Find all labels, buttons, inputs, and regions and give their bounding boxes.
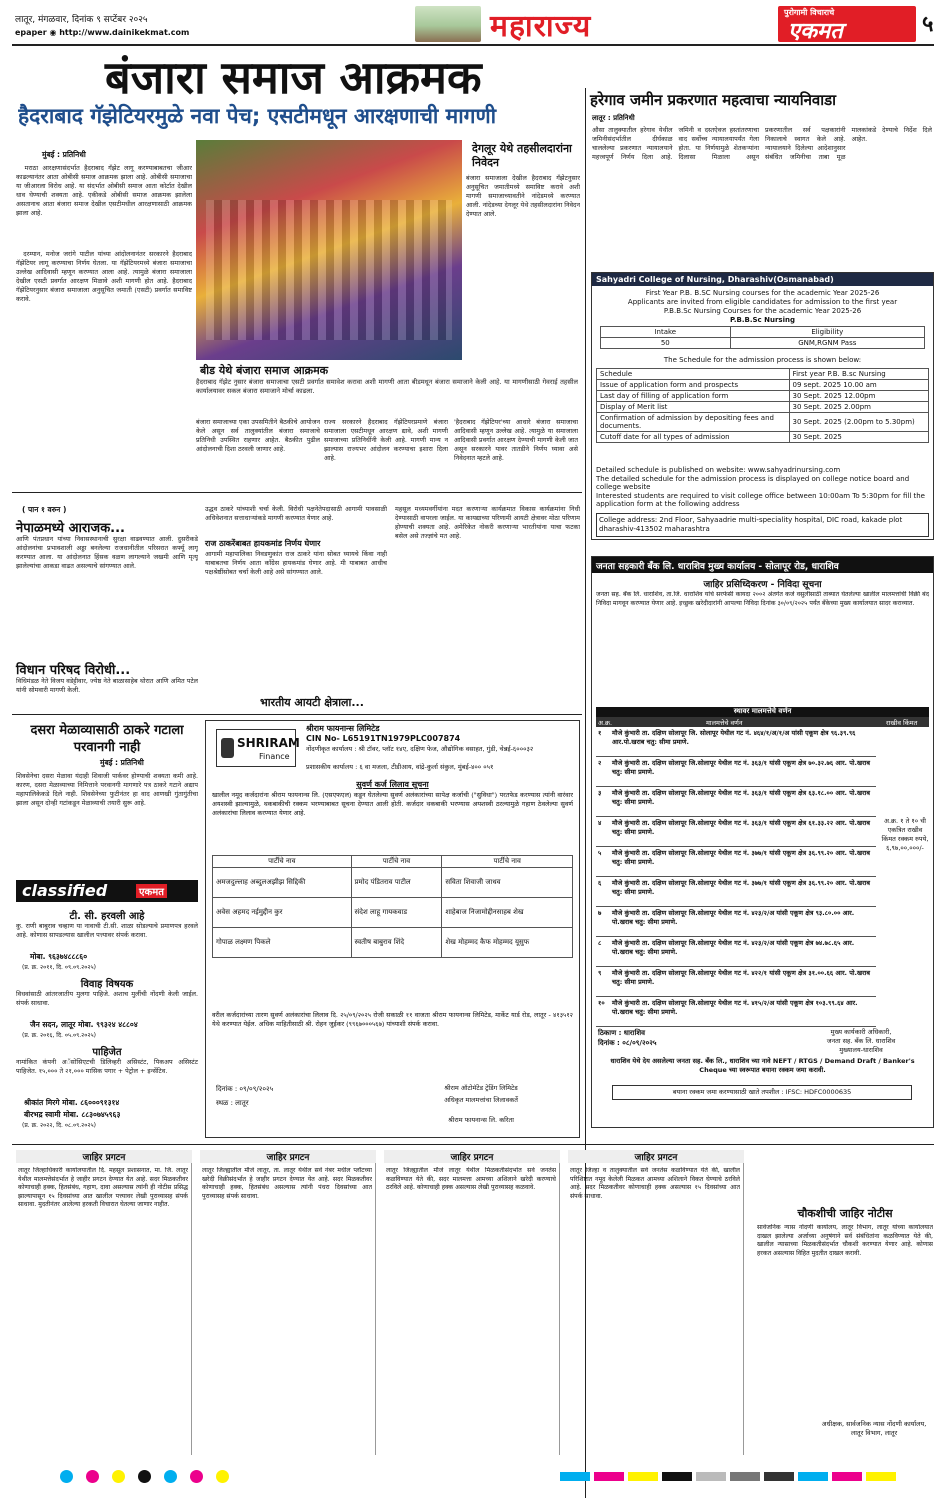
janata-cols xyxy=(596,717,929,727)
ad2-contact: जैन सदन, लातूर मोबा. ९९३२४ ४८८०४ xyxy=(30,1020,138,1029)
ad2-title: विवाह विषयक xyxy=(80,979,134,990)
janata-signer2: जनता सह. बँक लि. धाराशिव xyxy=(826,1037,896,1045)
janata-row xyxy=(596,877,876,907)
shriram-office2: प्रशासकीय कार्यालय : ६ वा मजला, टीडीआय, वांद्रे-कुर्ला संकुल, मुंबई-४०० ०५१ xyxy=(306,763,494,771)
names-head-2: पार्टीचे नाव xyxy=(351,856,442,868)
lead-subhead: हैदराबाद गॅझेटियरमुळे नवा पेच; एसटीमधून आरक्षणाची मागणी xyxy=(18,104,497,128)
nursing-ad xyxy=(591,272,934,540)
sched-r1c1: 09 sept. 2025 10.00 am xyxy=(789,380,928,391)
janata-place: ठिकाण : धाराशिव xyxy=(598,1029,646,1037)
lead-photo xyxy=(196,140,462,360)
janata-row-no: १० xyxy=(598,999,605,1007)
registration-bar-swatch xyxy=(832,1472,862,1481)
registration-bar-swatch xyxy=(730,1472,760,1481)
intake-value: 50 xyxy=(601,338,731,349)
janata-row-desc: मौजे कुंभारी ता. दक्षिण सोलापूर जि.सोलापूर येथील गट नं. ३७७/१ यांसी एकूण क्षेत्र ३६.९९.२० आर. पो.खराब चतु: सीमा प्रमाणे. xyxy=(612,879,871,896)
sched-r5c1: 30 Sept. 2025 xyxy=(789,432,928,443)
name-r0c1: प्रमोद पंडितराव पाटील xyxy=(351,868,442,898)
notice-head: जाहिर प्रगटन xyxy=(384,1150,560,1163)
schedule-table xyxy=(596,368,929,443)
shriram-auction: वरील कर्जदारांच्या तारण सुवर्ण अलंकारांचा लिलाव दि. २५/०९/२०२५ रोजी सकाळी ११ वाजता श्रीराम फायनान्स लिमिटेड, मार्केट यार्ड रोड, लातूर - ४१३५१२ येथे करण्यात येईल. अधिक माहितीसाठी श्री. रोहन जुईकर (९९६७०००५६७) यांच्याशी संपर्क करावा. xyxy=(212,1011,573,1028)
janata-row-desc: मौजे कुंभारी ता. दक्षिण सोलापूर जि.सोलापूर येथील गट नं. ४१५/२/अ यांसी एकूण क्षेत्र १०३.९९.६४ आर. पो.खराब चतु: सीमा प्रमाणे. xyxy=(612,999,858,1016)
janata-subtitle: जाहिर प्रसिध्दिकरण - निविदा सूचना xyxy=(703,580,822,590)
registration-bar-swatch xyxy=(798,1472,828,1481)
registration-bar-swatch xyxy=(866,1472,896,1481)
lead-bottom-rule xyxy=(12,492,582,493)
schedule-head: The Schedule for the admission process is shown below: xyxy=(663,356,862,364)
janata-bank: बयाना रक्कम जमा करण्यासाठी खाते तपशील : IFSC: HDFC0000635 xyxy=(612,1085,912,1100)
janata-row xyxy=(596,967,876,997)
shriram-sign2: अधिकृत मालमत्तांचा लिलावकर्ते xyxy=(444,1096,518,1104)
classified-banner xyxy=(16,880,198,902)
shriram-sign3: श्रीराम फायनान्स लि. करिता xyxy=(448,1116,514,1124)
elig-value: GNM,RGNM Pass xyxy=(730,338,924,349)
haregaon-title: हरेगाव जमीन प्रकरणात महत्वाचा न्यायनिवाडा xyxy=(590,91,837,109)
dasara-byline: मुंबई : प्रतिनिधी xyxy=(100,758,144,767)
raj-body: आगामी महापालिका निवडणुकांत राज ठाकरे यांना सोबत घ्यायचे किंवा नाही याबाबतचा निर्णय आता काँग्रेस हायकमांड घेणार आहे. मी याबाबत आधीच पक्षश्रेष्ठींसोबत चर्चा केली आहे असे सांगण्यात आले. xyxy=(205,550,387,576)
section-title: महाराज्य xyxy=(490,9,592,44)
janata-row xyxy=(596,997,876,1027)
janata-row xyxy=(596,757,876,787)
col-desc: मालमत्तेचे वर्णन xyxy=(706,719,743,727)
janata-row-no: ४ xyxy=(598,819,602,827)
shriram-title: श्रीराम फायनान्स लिमिटेड xyxy=(306,724,380,733)
notice-body: लातूर जिल्हाधिकारी कार्यालयातील दि. महसूल प्रशासनात, मा. जि. लातूर येथील मालमत्तेसंदर्भात हे जाहीर प्रगटन देण्यात येत आहे. सदर मिळकतीवर कोणाचाही हक्क, हितसंबंध, गहाण, दावा असल्यास त्यांनी ही नोटीस प्रसिद्ध झाल्यापासून १५ दिवसांच्या आत खालील पत्त्यावर लेखी पुराव्यासह संपर्क साधावा. मुदतीनंतर आलेल्या हरकती विचारात घेतल्या जाणार नाहीत. xyxy=(18,1167,188,1208)
janata-rows xyxy=(596,727,876,1027)
janata-row-desc: मौजे कुंभारी ता. दक्षिण सोलापूर जि.सोलापूर येथील गट नं. ३६३/१ यांसी एकूण क्षेत्र ६१.३३.२२ आर. पो.खराब चतु: सीमा प्रमाणे. xyxy=(612,819,871,836)
janata-signer3: मुख्यालय-धाराशिव xyxy=(839,1046,883,1054)
shriram-names-table xyxy=(212,855,573,958)
janata-price: अ.क्र. १ ते १० ची एकत्रित राखीव किंमत रक्कम रुपये, ६,९७,००,०००/- xyxy=(881,817,929,852)
registration-bar-swatch xyxy=(628,1472,658,1481)
lead-headline: बंजारा समाज आक्रमक xyxy=(105,51,482,104)
public-notice xyxy=(16,1150,192,1455)
janata-header xyxy=(592,557,933,573)
public-notice xyxy=(200,1150,376,1455)
janata-row-no: ७ xyxy=(598,909,602,917)
janata-row xyxy=(596,847,876,877)
notices-top-rule xyxy=(12,1144,934,1145)
janata-row xyxy=(596,787,876,817)
degloor-body: बंजारा समाजाला देखील हैदराबाद गॅझेटनुसार अनुसूचित जमातीमध्ये समाविष्ट करावे अशी मागणी समाजाच्यावतीने नांदेडमध्ये करण्यात आली. नांदेडच्या देगलूर येथे तहसीलदारांना निवेदन देण्यात आले. xyxy=(466,174,580,218)
notice-body: लातूर जिल्ह्यातील मौजे लातूर, ता. लातूर येथील सर्वे नंबर मधील प्लॉटच्या खरेदी विक्रीसंदर्भात हे जाहीर प्रगटन देण्यात येत आहे. सदर मिळकतीवर कोणाचाही हक्क, हितसंबंध असल्यास त्यांनी पंधरा दिवसांच्या आत पुराव्यासह संपर्क साधावा. xyxy=(202,1167,372,1200)
nursing-intake-table xyxy=(600,326,925,349)
chauk-title: चौकशीची जाहिर नोटीस xyxy=(797,1207,893,1220)
brand-logo: एकमत xyxy=(788,19,843,44)
public-notice xyxy=(384,1150,560,1455)
chauk-sign: अधीक्षक, सार्वजनिक न्यास नोंदणी कार्यालय, लातूर विभाग, लातूर xyxy=(821,1420,927,1437)
janata-ad xyxy=(591,556,934,1128)
notice-body: लातूर जिल्ह्यातील मौजे लातूर येथील मिळकतीसंदर्भात सर्व जनतेस कळविण्यात येते की, सदर मालमत्ता आमच्या अशिलाने खरेदी करण्याचे ठरविले आहे. कोणाचाही हक्क असल्यास लेखी पुराव्यासह कळवावे. xyxy=(386,1167,556,1191)
janata-row-no: २ xyxy=(598,759,602,767)
janata-row-no: १ xyxy=(598,729,602,737)
chauk-notice xyxy=(755,1150,935,1455)
janata-row-no: ३ xyxy=(598,789,602,797)
raj-title: राज ठाकरेंबाबत हायकमांड निर्णय घेणार xyxy=(205,539,321,548)
registration-dot xyxy=(86,1470,99,1483)
ad3-contact1: श्रीकांत मिरगे मोबा. ८६०००९१३१४ xyxy=(24,1098,120,1107)
sched-r3c0: Display of Merit list xyxy=(597,402,790,413)
shriram-sign1: श्रीराम ऑटोमॅटेड ट्रेडिंग लिमिटेड xyxy=(444,1084,518,1092)
name-r1c1: संदेश लाहू गायकवाड xyxy=(351,898,442,928)
degloor-title: देगलूर येथे तहसीलदारांना निवेदन xyxy=(472,142,572,169)
janata-row-desc: मौजे कुंभारी ता. दक्षिण सोलापूर जि.सोलापूर येथील गट नं. ४२३/२/अ यांसी एकूण क्षेत्र ९३.८०.०० आर. पो.खराब चतु: सीमा प्रमाणे. xyxy=(612,909,855,926)
lead-body-2 xyxy=(16,250,192,486)
nepal-body: आणि पंतप्रधान यांच्या निवासस्थानाची सुरक्षा वाढवण्यात आली. दुसरीकडे आंदोलनांचा प्रभावशाली अड्डा बनलेल्या राजधानीतील परिसरात कर्फ्यू लागू करण्यात आला. या आंदोलनात हिंसक वळण लागल्याने जखमी आणि मृत्यू झालेल्यांचा आकडा वाढत असल्याचे सांगण्यात आले. xyxy=(16,535,198,570)
epaper-label xyxy=(15,28,189,37)
janata-row xyxy=(596,817,876,847)
janata-title: जनता सहकारी बँक लि. धाराशिव xyxy=(596,562,706,572)
shriram-logo-box xyxy=(216,729,300,767)
registration-dot xyxy=(112,1470,125,1483)
ad1-body: कु. राणी बाबुराव चव्हाण या नावाची टी.सी. शाळा सोडल्याचे प्रमाणपत्र हरवले आहे. कोणास सापडल्यास खालील पत्त्यावर संपर्क करावा. xyxy=(16,922,198,939)
name-r2c2: शेख मोहम्मद कैफ मोहम्मद यूसुफ xyxy=(442,928,573,958)
janata-row-desc: मौजे कुंभारी ता. दक्षिण सोलापूर जि.सोलापूर येथील गट नं. ४२३/२/अ यांसी एकूण क्षेत्र ७४.७८.६५ आर. पो.खराब चतु: सीमा प्रमाणे. xyxy=(612,939,855,956)
sched-r1c0: Issue of application form and prospects xyxy=(597,380,790,391)
notice-head: जाहिर प्रगटन xyxy=(16,1150,192,1163)
registration-bar-swatch xyxy=(764,1472,794,1481)
sched-r3c1: 30 Sept. 2025 2.00pm xyxy=(789,402,928,413)
names-head-1: पार्टीचे नाव xyxy=(213,856,352,868)
globe-icon: ◉ xyxy=(49,28,57,37)
lead-body-3: बंजारा समाजाच्या एका उपसमितीने बैठकीचे आयोजन केले असून सर्व तालुक्यांतील बंजारा समाजाचे प्रतिनिधी उपस्थित राहणार आहेत. बैठकीत पुढील आंदोलनाची दिशा ठरवली जाणार आहे. xyxy=(196,418,320,453)
dateline: लातूर, मंगळवार, दिनांक ९ सप्टेंबर २०२५ xyxy=(15,15,148,25)
nursing-line3: P.B.B.Sc Nursing Courses for the academic Year 2025-26 xyxy=(663,307,862,315)
shriram-place: स्थळ : लातूर xyxy=(216,1099,249,1107)
ad3-ref: (प्र. क्र. २०२२, दि. ०८.०९.२०२५) xyxy=(22,1122,96,1129)
vidhan-title: विधान परिषद विरोधी... xyxy=(16,663,131,678)
nursing-course: P.B.B.Sc Nursing xyxy=(730,316,795,324)
shriram-office: नोंदणीकृत कार्यालय : श्री टॉवर, प्लॉट १४ए, दक्षिण फेज, औद्योगिक वसाहत, गुंडी, चेन्नई-६०००३२ xyxy=(306,745,534,753)
ad3-body: नामांकित कंपनी अॅसोसिएटची डिलिव्हरी असिस्टंट, पिकअप असिस्टंट पाहिजेत. १५,००० ते २१,००० मासिक पगार + पेट्रोल + इन्सेंटिव. xyxy=(16,1058,198,1075)
header-landscape-image xyxy=(415,6,481,42)
ad3-title: पाहिजेत xyxy=(92,1047,122,1058)
registration-dot xyxy=(216,1470,229,1483)
nursing-foot1: Detailed schedule is published on website: www.sahyadrinursing.com xyxy=(596,466,841,474)
janata-row xyxy=(596,907,876,937)
shriram-notice-title: सुवर्ण कर्ज लिलाव सूचना xyxy=(356,780,429,789)
chauk-body: सार्वजनिक न्यास नोंदणी कार्यालय, लातूर विभाग, लातूर यांच्या कार्यालयात दाखल झालेल्या अर्जाच्या अनुषंगाने सर्व संबंधितांना कळविण्यात येते की, खालील न्यासाच्या मिळकतीसंदर्भात चौकशी करण्यात येणार आहे. कोणास हरकत असल्यास विहित मुदतीत दाखल करावी. xyxy=(757,1224,933,1257)
vidhan-body: विधिमंडळ नेते विजय वडेट्टीवार, ज्येष्ठ नेते बाळासाहेब थोरात आणि अमित पटेल यांनी सोमवारी मागणी केली. xyxy=(16,677,198,694)
notice-body: लातूर जिल्हा व तालुक्यातील सर्व जनतेस कळविण्यात येते की, खालील परिशिष्टात नमूद केलेली मिळकत आमच्या अशिलाने विकत घेण्याचे ठरविले आहे. सदर मिळकतीवर कोणाचाही हक्क असल्यास १५ दिवसांच्या आत संपर्क साधावा. xyxy=(570,1167,740,1200)
haregaon-body: औसा तालुक्यातील हरेगाव येथील जमिनीसंदर्भातील दीर्घकाळ चाललेल्या प्रकरणात न्यायालयाने महत्त्वपूर्ण निर्णय दिला आहे. जमिनी व दस्तऐवज हस्तांतरणाचा वाद सर्वोच्च न्यायालयापर्यंत गेला होता. या निर्णयामुळे शेतकऱ्यांना दिलासा मिळाला असून प्रकरणातील सर्व पक्षकारांनी निकालाचे स्वागत केले आहे. न्यायालयाने दिलेल्या आदेशानुसार संबंधित जमिनीचा ताबा मूळ मालकांकडे देण्याचे निर्देश दिले आहेत. xyxy=(592,126,932,161)
shriram-emblem-icon xyxy=(221,738,234,758)
name-r2c1: स्वतीष बाबुराव शिंदे xyxy=(351,928,442,958)
dasara-body: शिवसेनेचा दसरा मेळावा यंदाही शिवाजी पार्कवर होण्याची शक्यता कमी आहे. कारण, दसरा मेळाव्याच्या निमित्ताने परवानगी मागणारे पत्र ठाकरे गटाने अद्याप महापालिकेकडे दिले नाही. शिवसेनेच्या फुटीनंतर हा वाद आणखी गुंतागुंतीचा झाला असून दोन्ही गटांकडून मेळाव्याची तयारी सुरू आहे. xyxy=(16,772,198,807)
sched-r2c0: Last day of filling of application form xyxy=(597,391,790,402)
registration-dot xyxy=(190,1470,203,1483)
name-r1c0: अवेस अहमद नईमुद्दीन कुर xyxy=(213,898,352,928)
name-r0c0: अमजदुल्लाह अब्दुलअझीझ सिद्दिकी xyxy=(213,868,352,898)
sched-r5c0: Cutoff date for all types of admission xyxy=(597,432,790,443)
janata-row-desc: मौजे कुंभारी ता. दक्षिण सोलापूर जि.सोलापूर येथील गट नं. ३७७/१ यांसी एकूण क्षेत्र ३६.९९.२० आर. पो.खराब चतु: सीमा प्रमाणे. xyxy=(612,849,871,866)
epaper-text: epaper xyxy=(15,28,47,37)
col-price: राखीव किंमत xyxy=(886,719,918,727)
cont-bottom-rule xyxy=(12,714,582,715)
sched-r4c0: Confirmation of admission by depositing fees and documents. xyxy=(597,413,790,432)
janata-date: दिनांक : ०८/०९/२०२५ xyxy=(598,1039,657,1047)
registration-bar-swatch xyxy=(662,1472,692,1481)
janata-payment: धाराशिव येथे देय असलेल्या जनता सह. बँक लि., धाराशिव च्या नावे NEFT / RTGS / Demand Draft / Banker's Cheque च्या स्वरूपात बयाना रक्कम जमा करावी. xyxy=(610,1057,915,1074)
nursing-foot2: The detailed schedule for the admission process is displayed on college notice board and college website xyxy=(596,475,910,491)
lead-body-2-text: दरम्यान, मनोज जरांगे पाटील यांच्या आंदोलनानंतर सरकारने हैदराबाद गॅझेटियर लागू करण्याचा निर्णय घेतला. या गॅझेटियरमध्ये बंजारा समाजाचा उल्लेख आदिवासी म्हणून करण्यात आला आहे. त्यामुळे बंजारा समाजाला देखील एसटी प्रवर्गात आरक्षण मिळावे अशी मागणी होत आहे. हैदराबाद गॅझेटियरनुसार बंजारा समाजाला अनुसूचित जमाती (एसटी) प्रवर्गात समाविष्ट करावे. xyxy=(16,250,192,303)
nursing-address: College address: 2nd Floor, Sahyaadrie multi-speciality hospital, DIC road, kakade plot dharashiv-413502 maharashtra xyxy=(596,513,929,537)
registration-bar-swatch xyxy=(560,1472,590,1481)
shriram-cin: CIN No- L65191TN1979PLC007874 xyxy=(306,734,461,743)
janata-row-no: ६ xyxy=(598,879,602,887)
shriram-logo-sub: Finance xyxy=(259,752,290,761)
registration-dot xyxy=(60,1470,73,1483)
classified-label: classified xyxy=(22,881,108,900)
janata-signer: मुख्य कार्यकारी अधिकारी, xyxy=(830,1028,892,1036)
ad3-contact2: बीरभद्र स्वामी मोबा. ८८३०७४५९६३ xyxy=(24,1110,121,1119)
haregaon-byline: लातूर : प्रतिनिधी xyxy=(592,114,635,122)
intake-head: Intake xyxy=(601,327,731,338)
nursing-line1: First Year P.B. B.SC Nursing courses for the academic Year 2025-26 xyxy=(645,289,880,297)
ad2-ref: (प्र. क्र. २०१६, दि. ०५.०९.२०२५) xyxy=(22,1032,96,1039)
lead-body-5: 'हैदराबाद गॅझेटियर'च्या आधारे बंजारा समाजाचा आदिवासी म्हणून उल्लेख आहे. त्यामुळे या समाजाला आदिवासी प्रवर्गात आरक्षण देण्याची मागणी केली जात असून सरकारने यावर तातडीने निर्णय घ्यावा असे निवेदनात म्हटले आहे. xyxy=(454,418,578,462)
registration-dot xyxy=(164,1470,177,1483)
janata-row-no: ९ xyxy=(598,969,602,977)
lead-body-4: राज्य सरकारने हैदराबाद गॅझेटियरप्रमाणे बंजारा समाजाला एसटीमधून आरक्षण द्यावे, अशी मागणी समाजाच्या प्रतिनिधींनी केली आहे. मागणी मान्य न झाल्यास राज्यभर आंदोलन करण्याचा इशारा दिला आहे. xyxy=(324,418,448,462)
classified-brand: एकमत xyxy=(136,884,167,898)
janata-row-desc: मौजे कुंभारी ता. दक्षिण सोलापूर जि.सोलापूर येथील गट नं. ३६३/१ यांसी एकूण क्षेत्र ७०.३२.७६ आर. पो.खराब चतु: सीमा प्रमाणे. xyxy=(612,759,871,776)
cont-col3: महसूल मध्यमवर्गीयांना मदत करणाऱ्या कार्यक्रमात विकास कार्यक्रमांना निधी देण्यासाठी वापरला जाईल. या कायद्याच्या परिणामी आयटी क्षेत्रावर मोठा परिणाम होण्याची शक्यता आहे. अमेरिकेत नोकरी करणाऱ्या भारतीयांना याचा फटका बसेल असे तज्ज्ञांचे मत आहे. xyxy=(395,505,580,540)
janata-intro: जनता सह. बँक लि. धाराशिव, ता.जि. धाराशिव यांचे सरफेसी कायदा २००२ अंतर्गत कर्ज वसुलीसाठी ताब्यात घेतलेल्या खालील मालमत्तांची विक्री बंद निविदा मागवून करण्यात येणार आहे. इच्छुक खरेदीदारांनी आपल्या निविदा दिनांक ३०/०९/२०२५ पर्यंत बँकेच्या मुख्य कार्यालयात सादर कराव्यात. xyxy=(596,591,929,607)
janata-row-no: ५ xyxy=(598,849,602,857)
cont-tag: ( पान १ वरुन ) xyxy=(22,505,67,514)
ad1-ref: (प्र. क्र. २०११, दि. ०९.०९.२०२५) xyxy=(22,964,96,971)
janata-row xyxy=(596,937,876,967)
col-no: अ.क्र. xyxy=(598,719,613,727)
nursing-title: Sahyadri College of Nursing, Dharashiv(Osmanabad) xyxy=(592,273,933,286)
photo-caption: हैदराबाद गॅझेट नुसार बंजारा समाजाचा एसटी प्रवर्गात समावेश करावा अशी मागणी आता बीडमधून बंजारा समाजाने केली आहे. या मागणीसाठी गेवराई तहसील कार्यालयावर सकल बंजारा समाजाने मोर्चा काढला. xyxy=(196,378,578,395)
shriram-logo: SHRIRAM xyxy=(237,736,300,750)
lead-body-1-text: मराठा आरक्षणासंदर्भात हैदराबाद गॅझेट लागू करण्याबाबतचा जीआर काढल्यानंतर आता ओबीसी समाज आक्रमक झाला आहे. ओबीसी समाजाचा या जीआरला विरोध आहे. या संदर्भात ओबीसी समाज आता कोर्टात देखील धाव घेण्याची शक्यता आहे. एकीकडे ओबीसी समाज आक्रमक झालेला असतानाच आता बंजारा समाज देखील एसटीमधील आरक्षणासाठी आक्रमक झाला आहे. xyxy=(16,164,192,217)
photo-crowd xyxy=(206,200,452,340)
janata-office: मुख्य कार्यालय - सोलापूर रोड, धाराशिव xyxy=(708,562,839,572)
nursing-foot3: Interested students are required to visit college office between 10:00am To 5:30pm for fill the application form at the following address xyxy=(596,492,925,508)
brand-box xyxy=(778,6,916,42)
registration-bar-swatch xyxy=(696,1472,726,1481)
aiti-title: भारतीय आयटी क्षेत्राला... xyxy=(260,696,364,709)
lead-body-1 xyxy=(16,164,192,246)
janata-row-desc: मौजे कुंभारी ता. दक्षिण सोलापूर जि. सोलापूर येथील गट नं. ४६४/१/अ/१/अ यांसी एकूण क्षेत्र ९६.३९.९६ आर.पो.खराब चतु: सीमा प्रमाणे. xyxy=(612,729,856,746)
registration-bar-swatch xyxy=(594,1472,624,1481)
shriram-ad xyxy=(205,720,580,1138)
sched-r0c0: Schedule xyxy=(597,369,790,380)
notice-head: जाहिर प्रगटन xyxy=(200,1150,376,1163)
sched-r0c1: First year P.B. B.sc Nursing xyxy=(789,369,928,380)
ad2-body: विधवांसाठी आंतरजातीय मुलगा पाहिजे. अशाच मुलींची नोंदणी केली जाईल. संपर्क साधावा. xyxy=(16,990,198,1007)
shriram-date: दिनांक : ०९/०९/२०२५ xyxy=(216,1085,274,1093)
janata-row-desc: मौजे कुंभारी ता. दक्षिण सोलापूर जि.सोलापूर येथील गट नं. ४२२/१ यांसी एकूण क्षेत्र ३१.००.६६ आर. पो.खराब चतु: सीमा प्रमाणे. xyxy=(612,969,871,986)
name-r0c2: सविता शिवाजी जाधव xyxy=(442,868,573,898)
notice-head: जाहिर प्रगटन xyxy=(568,1150,744,1163)
photo-caption-title: बीड येथे बंजारा समाज आक्रमक xyxy=(200,364,329,377)
dasara-title: दसरा मेळाव्यासाठी ठाकरे गटाला परवानगी नाही xyxy=(30,723,184,755)
janata-row-no: ८ xyxy=(598,939,602,947)
ad1-title: टी. सी. हरवली आहे xyxy=(69,911,145,922)
elig-head: Eligibility xyxy=(730,327,924,338)
registration-dot xyxy=(138,1470,151,1483)
name-r2c0: गोपाळ लक्ष्मण पिकले xyxy=(213,928,352,958)
sched-r4c1: 30 Sept. 2025 (2.00pm to 5.30pm) xyxy=(789,413,928,432)
site-url[interactable]: http://www.dainikekmat.com xyxy=(59,28,190,37)
ad1-contact: मोबा. ९६३७४८८८६० xyxy=(30,952,88,961)
lead-byline: मुंबई : प्रतिनिधी xyxy=(42,150,86,159)
janata-row xyxy=(596,727,876,757)
names-head-3: पार्टीचे नाव xyxy=(442,856,573,868)
nepal-title: नेपाळमध्ये आराजक... xyxy=(16,521,125,536)
name-r1c2: शाहेबाज निजामोद्दीनसाहब शेख xyxy=(442,898,573,928)
public-notice xyxy=(568,1150,744,1455)
nursing-line2: Applicants are invited from eligible candidates for admission to the first year xyxy=(627,298,898,306)
sched-r2c1: 30 Sept. 2025 12.00pm xyxy=(789,391,928,402)
page-number: ५ xyxy=(922,12,934,37)
shriram-notice-body: खालील नमूद कर्जदारांना श्रीराम फायनान्स लि. (एसएफएल) कडून घेतलेल्या सुवर्ण अलंकारांच्या सापेक्ष कर्जाची ("सुविधा") परतफेड करण्यास त्यांनी वारंवार अयशस्वी झाल्यामुळे, थकबाकीची रक्कम भरण्याबाबत सूचना देण्यात आली होती. कर्जदार थकबाकी भरण्यास अयशस्वी ठरल्यामुळे गहाण ठेवलेल्या सुवर्ण अलंकारांचा लिलाव करण्यात येणार आहे. xyxy=(212,791,573,817)
janata-row-desc: मौजे कुंभारी ता. दक्षिण सोलापूर जि.सोलापूर येथील गट नं. ३६३/१ यांसी एकूण क्षेत्र ६३.१८.०० आर. पो.खराब चतु: सीमा प्रमाणे. xyxy=(612,789,871,806)
brand-tagline: पुरोगामी विचाराचे xyxy=(784,8,835,17)
janata-table-head: स्थावर मालमत्तेचे वर्णन xyxy=(596,707,929,717)
cont-col2: उद्धव ठाकरे यांच्याशी चर्चा केली. विरोधी पक्षनेतेपदासाठी आगामी पावसाळी अधिवेशनात सत्ताधाऱ्यांकडे मागणी करण्यात येणार आहे. xyxy=(205,505,387,522)
